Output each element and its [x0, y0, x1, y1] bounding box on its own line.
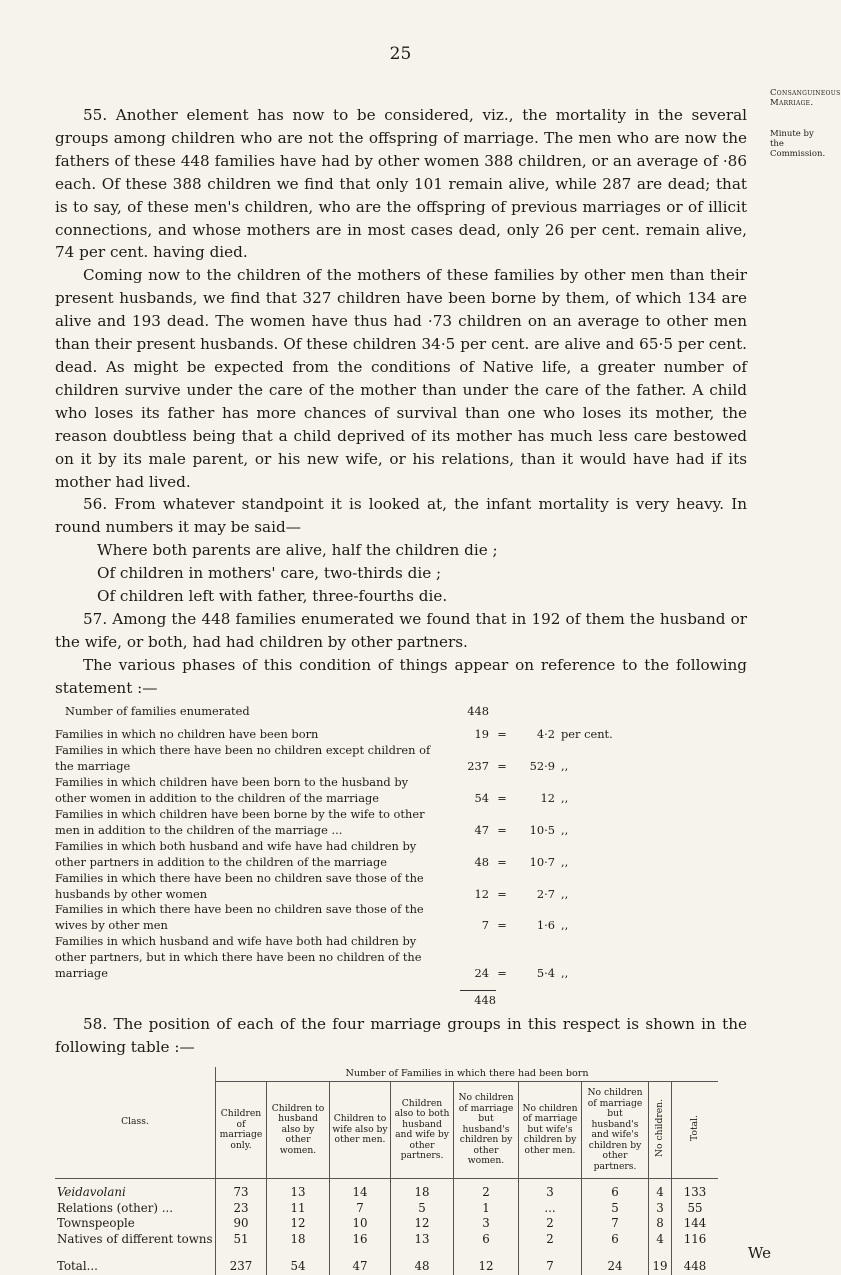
statement-rows — [55, 727, 747, 982]
quote-line-1: Where both parents are alive, half the children die ; — [97, 541, 498, 560]
column-header: No children of marriage but wife's children by other men. — [519, 1082, 582, 1179]
paragraph-58: 58. The position of each of the four marriage groups in this respect is shown in the following table :— — [55, 1014, 747, 1056]
table-cell: 3 — [454, 1216, 519, 1232]
table-row — [55, 1259, 718, 1275]
column-header — [649, 1082, 672, 1179]
margin-note-minute: Minute by the Commission. — [770, 129, 826, 159]
document-body — [55, 104, 747, 1275]
statement-row-percent: 2·7 — [536, 886, 555, 901]
statement-row-label: Families in which no children have been born — [55, 727, 319, 742]
families-statement — [55, 704, 747, 1009]
statement-row-unit: ,, — [561, 822, 569, 837]
statement-row-unit: ,, — [561, 918, 569, 933]
statement-row-percent: 10·5 — [529, 822, 555, 837]
table-cell: 5 — [582, 1201, 649, 1217]
statement-row-percent: 5·4 — [536, 966, 555, 981]
paragraph-56: 56. From whatever standpoint it is looked at, the infant mortality is very heavy. In round numbers it may be said— — [55, 495, 747, 537]
margin-note-consanguineous: Consanguineous Marriage. — [770, 88, 841, 108]
statement-row — [55, 871, 747, 903]
paragraph-57: 57. Among the 448 families enumerated we found that in 192 of them the husband or the wife, or both, had had children by other partners. — [55, 609, 747, 651]
statement-row-count: 24 — [474, 966, 489, 981]
paragraph-55: 55. Another element has now to be considered, viz., the mortality in the several groups among children who are not the offspring of marriage. The men who are now the fathers of these 448 families have had by other women 388 children, or an average of ·86 each. Of these 388 children we find that only 101 remain alive, while 287 are dead; that is to say, of these men's children, who are the offspring of previous marriages or of illicit connections, and whose mothers are in most cases dead, only 26 per cent. remain alive, 74 per cent. having died. — [55, 106, 747, 262]
statement-total-value: 448 — [460, 990, 496, 1009]
table-row — [55, 1201, 718, 1217]
column-header: Children of marriage only. — [216, 1082, 267, 1179]
statement-row-percent: 52·9 — [529, 759, 555, 774]
table-cell: 18 — [267, 1232, 330, 1248]
table-cell: 6 — [582, 1185, 649, 1201]
table-cell: 3 — [649, 1201, 672, 1217]
table-cell: 14 — [330, 1185, 391, 1201]
statement-row-label: Families in which both husband and wife have had children by other partners in addition to the children of the marriage — [55, 838, 417, 869]
table-cell: 12 — [267, 1216, 330, 1232]
statement-row-percent: 12 — [540, 791, 555, 806]
statement-row-label: Families in which there have been no children save those of the wives by other men — [55, 902, 424, 933]
statement-row-percent: 4·2 — [536, 727, 555, 742]
statement-row-unit: ,, — [561, 791, 569, 806]
column-header: Children to wife also by other men. — [330, 1082, 391, 1179]
statement-row — [55, 839, 747, 871]
statement-header-label: Number of families enumerated — [65, 703, 250, 718]
statement-row-label: Families in which husband and wife have both had children by other partners, but in which there have been no children of the marriage — [55, 934, 422, 981]
statement-row — [55, 807, 747, 839]
table-cell: 2 — [519, 1216, 582, 1232]
column-header: Children to husband also by other women. — [267, 1082, 330, 1179]
table-cell: 3 — [519, 1185, 582, 1201]
equals-sign: = — [497, 918, 507, 933]
table-cell: 48 — [391, 1259, 454, 1275]
table-cell: 10 — [330, 1216, 391, 1232]
table-cell: 7 — [582, 1216, 649, 1232]
statement-row-unit: ,, — [561, 966, 569, 981]
row-class: Total... — [57, 1259, 98, 1274]
marriage-groups-table — [55, 1067, 718, 1275]
statement-row-percent: 1·6 — [536, 918, 555, 933]
column-header: No children of marriage but husband's and wife's children by other partners. — [582, 1082, 649, 1179]
statement-row — [55, 934, 747, 982]
table-row — [55, 1185, 718, 1201]
row-class: Natives of different towns — [57, 1231, 213, 1246]
statement-header — [55, 704, 747, 720]
table-cell: ... — [519, 1201, 582, 1217]
column-header — [672, 1082, 719, 1179]
table-cell: 55 — [672, 1201, 719, 1217]
statement-row — [55, 902, 747, 934]
table-cell: 23 — [216, 1201, 267, 1217]
table-cell: 47 — [330, 1259, 391, 1275]
table-row — [55, 1216, 718, 1232]
statement-row-count: 19 — [474, 727, 489, 742]
statement-row-count: 54 — [474, 791, 489, 806]
table-cell: 1 — [454, 1201, 519, 1217]
table-cell: 4 — [649, 1185, 672, 1201]
statement-row-count: 48 — [474, 854, 489, 869]
table-cell: 13 — [391, 1232, 454, 1248]
table-cell: 24 — [582, 1259, 649, 1275]
statement-row-label: Families in which children have been borne by the wife to other men in addition to the children of the marriage ... — [55, 807, 425, 837]
page-number: 25 — [389, 44, 412, 64]
equals-sign: = — [497, 822, 507, 837]
column-header: Children also to both husband and wife by other partners. — [391, 1082, 454, 1179]
statement-row-count: 7 — [481, 918, 489, 933]
table-cell: 6 — [454, 1232, 519, 1248]
table-cell: 144 — [672, 1216, 719, 1232]
table-cell: 13 — [267, 1185, 330, 1201]
statement-row-label: Families in which there have been no children except children of the marriage — [55, 743, 431, 774]
table-cell: 19 — [649, 1259, 672, 1275]
row-class: Veidavolani — [57, 1185, 126, 1200]
statement-row-count: 47 — [474, 822, 489, 837]
table-cell: 6 — [582, 1232, 649, 1248]
statement-row — [55, 775, 747, 807]
statement-row — [55, 727, 747, 743]
table-cell: 237 — [216, 1259, 267, 1275]
statement-header-value: 448 — [467, 703, 489, 718]
statement-row-percent: 10·7 — [529, 854, 555, 869]
table-cell: 12 — [454, 1259, 519, 1275]
class-header: Class. — [121, 1116, 149, 1128]
table-cell: 5 — [391, 1201, 454, 1217]
column-header: No children of marriage but husband's children by other women. — [454, 1082, 519, 1179]
statement-row-label: Families in which there have been no children save those of the husbands by other women — [55, 870, 424, 901]
row-class: Townspeople — [57, 1216, 135, 1231]
equals-sign: = — [497, 854, 507, 869]
statement-row-unit: ,, — [561, 759, 569, 774]
table-cell: 7 — [519, 1259, 582, 1275]
table-cell: 4 — [649, 1232, 672, 1248]
equals-sign: = — [497, 727, 507, 742]
column-header-label: No children. — [653, 1099, 665, 1158]
table-cell: 448 — [672, 1259, 719, 1275]
quote-line-2: Of children in mothers' care, two-thirds die ; — [97, 564, 442, 583]
statement-row-unit: per cent. — [561, 727, 613, 742]
paragraph-55-continued: Coming now to the children of the mothers of these families by other men than their present husbands, we find that 327 children have been borne by them, of which 134 are alive and 193 dead. The women have thus had ·73 children on an average to other men than their present husbands. Of these children 34·5 per cent. are alive and 65·5 per cent. dead. As might be expected from the conditions of Native life, a greater number of children survive under the care of the mother than under the care of the father. A child who loses its father has more chances of survival than one who loses its mother, the reason doubtless being that a child deprived of its mother has much less care bestowed on it by its male parent, or his new wife, or his relations, than it would have had if its mother had lived. — [55, 266, 747, 491]
equals-sign: = — [497, 886, 507, 901]
table-cell: 133 — [672, 1185, 719, 1201]
group-header: Number of Families in which there had been born — [216, 1067, 719, 1082]
statement-row-unit: ,, — [561, 886, 569, 901]
catchword: We — [747, 1244, 771, 1262]
quote-line-3: Of children left with father, three-fourths die. — [97, 587, 448, 606]
statement-row-count: 12 — [474, 886, 489, 901]
table-row — [55, 1232, 718, 1248]
table-cell: 7 — [330, 1201, 391, 1217]
statement-row-unit: ,, — [561, 854, 569, 869]
equals-sign: = — [497, 791, 507, 806]
table-cell: 18 — [391, 1185, 454, 1201]
column-header-label: Total. — [688, 1115, 700, 1142]
equals-sign: = — [497, 966, 507, 981]
table-cell: 12 — [391, 1216, 454, 1232]
table-cell: 51 — [216, 1232, 267, 1248]
paragraph-57-continued: The various phases of this condition of things appear on reference to the following statement :— — [55, 655, 747, 697]
table-cell: 73 — [216, 1185, 267, 1201]
row-class: Relations (other) ... — [57, 1200, 173, 1215]
statement-row-label: Families in which children have been born to the husband by other women in addition to the children of the marriage — [55, 775, 409, 806]
table-cell: 8 — [649, 1216, 672, 1232]
statement-row-count: 237 — [467, 759, 489, 774]
table-cell: 16 — [330, 1232, 391, 1248]
table-cell: 116 — [672, 1232, 719, 1248]
table-cell: 90 — [216, 1216, 267, 1232]
statement-total — [55, 990, 747, 1009]
table-cell: 2 — [454, 1185, 519, 1201]
table-cell: 11 — [267, 1201, 330, 1217]
table-body — [55, 1179, 718, 1275]
equals-sign: = — [497, 759, 507, 774]
table-cell: 54 — [267, 1259, 330, 1275]
statement-row — [55, 743, 747, 775]
table-cell: 2 — [519, 1232, 582, 1248]
